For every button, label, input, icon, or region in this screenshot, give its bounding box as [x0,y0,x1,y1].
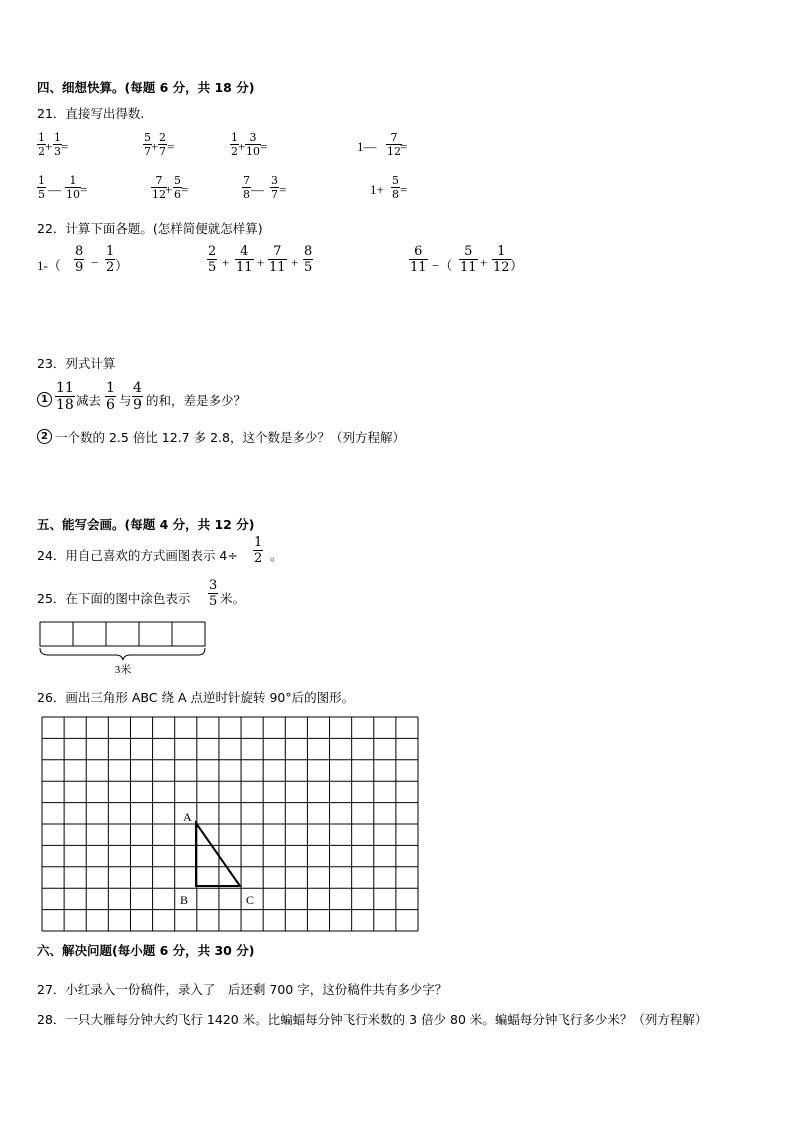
text: 减去 [76,393,102,408]
operator: + [151,139,159,154]
fraction: 7 8 [243,174,250,201]
close-paren: ） [115,258,129,273]
fraction: 7 11 [269,244,286,275]
section-6-title: 六、解决问题(每小题 6 分，共 30 分) [37,943,255,958]
fraction: 5 11 [460,244,477,275]
fraction: 5 7 [144,131,151,158]
operator: + [45,139,53,154]
fraction: 7 12 [387,131,401,158]
operator: + [222,255,230,270]
question-28-text: 28．一只大雁每分钟大约飞行 1420 米。比蝙蝠每分钟飞行米数的 3 倍少 80 米。蝙蝠每分钟飞行多少米？（列方程解） [37,1012,708,1027]
equals: = [400,139,408,154]
operator: — [251,182,264,197]
lead-term: 1+ [370,182,384,197]
operator: — [48,182,61,197]
lead-term: 1-（ [37,258,61,273]
text: 。 [270,548,283,563]
operator: + [480,255,488,270]
text: 的和，差是多少？ [146,393,247,408]
equals: = [181,182,189,197]
fraction: 1 2 [254,535,263,566]
operator: − [91,255,99,270]
fraction: 5 8 [392,174,399,201]
question-23-stem: 23．列式计算 [37,356,116,371]
vertex-label-a: A [183,810,192,824]
section-4-title: 四、细想快算。(每题 6 分，共 18 分) [37,80,255,95]
equals: = [279,182,287,197]
operator: −（ [432,258,453,273]
fraction: 5 6 [174,174,181,201]
equals: = [400,182,408,197]
text: 米。 [220,591,246,606]
grid-lines [42,717,418,931]
equals: = [80,182,88,197]
segment-cells [40,622,205,646]
text: 25．在下面的图中涂色表示 [37,591,191,606]
circled-number-1: 1 [37,391,52,407]
operator: + [291,255,299,270]
fraction: 1 6 [106,380,115,413]
close-paren: ） [510,258,524,273]
fraction: 11 18 [56,380,74,413]
fraction: 1 3 [54,131,61,158]
text: 一个数的 2.5 倍比 12.7 多 2.8，这个数是多少？（列方程解） [55,430,405,445]
grid-diagram [40,715,420,933]
text: 24．用自己喜欢的方式画图表示 4÷ [37,548,238,563]
fraction: 2 7 [159,131,166,158]
vertex-label-c: C [246,893,255,907]
fraction: 8 9 [75,244,84,275]
vertex-label-b: B [180,893,189,907]
fraction: 3 5 [209,578,218,609]
section-5-title: 五、能写会画。(每题 4 分，共 12 分) [37,517,255,532]
segment-bar-diagram [38,620,210,678]
fraction: 1 10 [66,174,80,201]
equals: = [260,139,268,154]
fraction: 2 5 [208,244,217,275]
operator: + [238,139,246,154]
question-21-stem: 21．直接写出得数. [37,106,145,121]
brace-label: 3米 [114,664,132,676]
fraction: 6 11 [410,244,427,275]
fraction: 3 10 [246,131,260,158]
operator: + [165,182,173,197]
triangle-abc [196,823,240,886]
fraction: 1 5 [38,174,45,201]
circled-number-2: 2 [37,428,52,444]
question-22-stem: 22．计算下面各题。(怎样简便就怎样算) [37,221,263,236]
equals: = [167,139,175,154]
fraction: 1 2 [38,131,45,158]
lead-term: 1— [357,139,377,154]
fraction: 4 9 [133,380,142,413]
fraction: 1 12 [493,244,510,275]
fraction: 8 5 [304,244,313,275]
fraction: 7 12 [152,174,166,201]
text: 与 [119,393,132,408]
fraction: 1 2 [106,244,115,275]
question-27-text: 27．小红录入一份稿件，录入了 后还剩 700 字，这份稿件共有多少字？ [37,982,448,997]
triangle [196,823,240,886]
equals: = [61,139,69,154]
brace [40,648,205,660]
fraction: 4 11 [236,244,253,275]
question-26-text: 26．画出三角形 ABC 绕 A 点逆时针旋转 90°后的图形。 [37,690,355,705]
fraction: 3 7 [271,174,278,201]
fraction: 1 2 [231,131,238,158]
operator: + [257,255,265,270]
